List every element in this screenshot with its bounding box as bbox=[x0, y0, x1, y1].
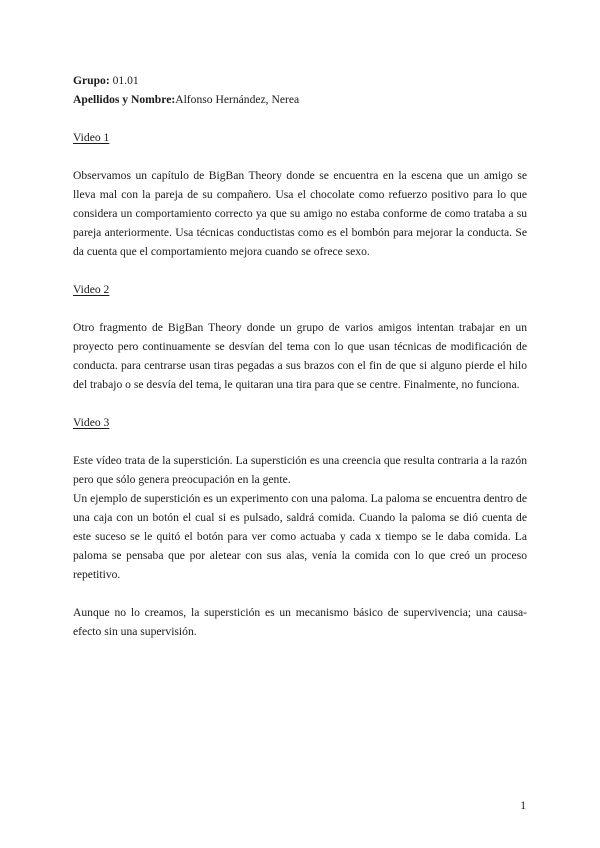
name-line bbox=[73, 90, 527, 109]
video-3-heading: Video 3 bbox=[73, 416, 110, 429]
group-value: 01.01 bbox=[109, 74, 139, 87]
page-number: 1 bbox=[520, 799, 526, 812]
document-body bbox=[73, 71, 527, 641]
name-label: Apellidos y Nombre: bbox=[73, 93, 176, 106]
video-1-paragraph: Observamos un capítulo de BigBan Theory donde se encuentra en la escena que un amigo se lleva mal con la pareja de su compañero. Usa el chocolate como refuerzo positivo para lo que considera un comportamiento correcto ya que su amigo no estaba conforme de como trataba a su pareja anteriormente. Usa técnicas conductistas como es el bombón para mejorar la conducta. Se da cuenta que el comportamiento mejora cuando se ofrece sexo. bbox=[73, 169, 527, 258]
video-1-heading: Video 1 bbox=[73, 131, 110, 144]
name-value: Alfonso Hernández, Nerea bbox=[175, 93, 300, 106]
group-line bbox=[73, 71, 527, 90]
video-2-heading: Video 2 bbox=[73, 283, 110, 296]
video-3-paragraph-2: Un ejemplo de superstición es un experimento con una paloma. La paloma se encuentra dentro de una caja con un botón el cual si es pulsado, saldrá comida. Cuando la paloma se dió cuenta de este suceso se le quitó el botón para ver como actuaba y cada x tiempo se le daba comida. La paloma se pensaba que por aletear con sus alas, venía la comida con lo que creó un proceso repetitivo. bbox=[73, 492, 527, 581]
video-3-paragraph-3: Aunque no lo creamos, la superstición es un mecanismo básico de supervivencia; una causa-efecto sin una supervisión. bbox=[73, 606, 527, 638]
video-3-paragraph-1: Este vídeo trata de la superstición. La superstición es una creencia que resulta contraria a la razón pero que sólo genera preocupación en la gente. bbox=[73, 454, 527, 486]
video-2-paragraph: Otro fragmento de BigBan Theory donde un grupo de varios amigos intentan trabajar en un proyecto pero continuamente se desvían del tema con lo que usan técnicas de modificación de conducta. para centrarse usan tiras pegadas a sus brazos con el fin de que si alguno pierde el hilo del trabajo o se desvía del tema, le quitaran una tira para que se centre. Finalmente, no funciona. bbox=[73, 321, 527, 391]
group-label: Grupo: bbox=[73, 74, 110, 87]
